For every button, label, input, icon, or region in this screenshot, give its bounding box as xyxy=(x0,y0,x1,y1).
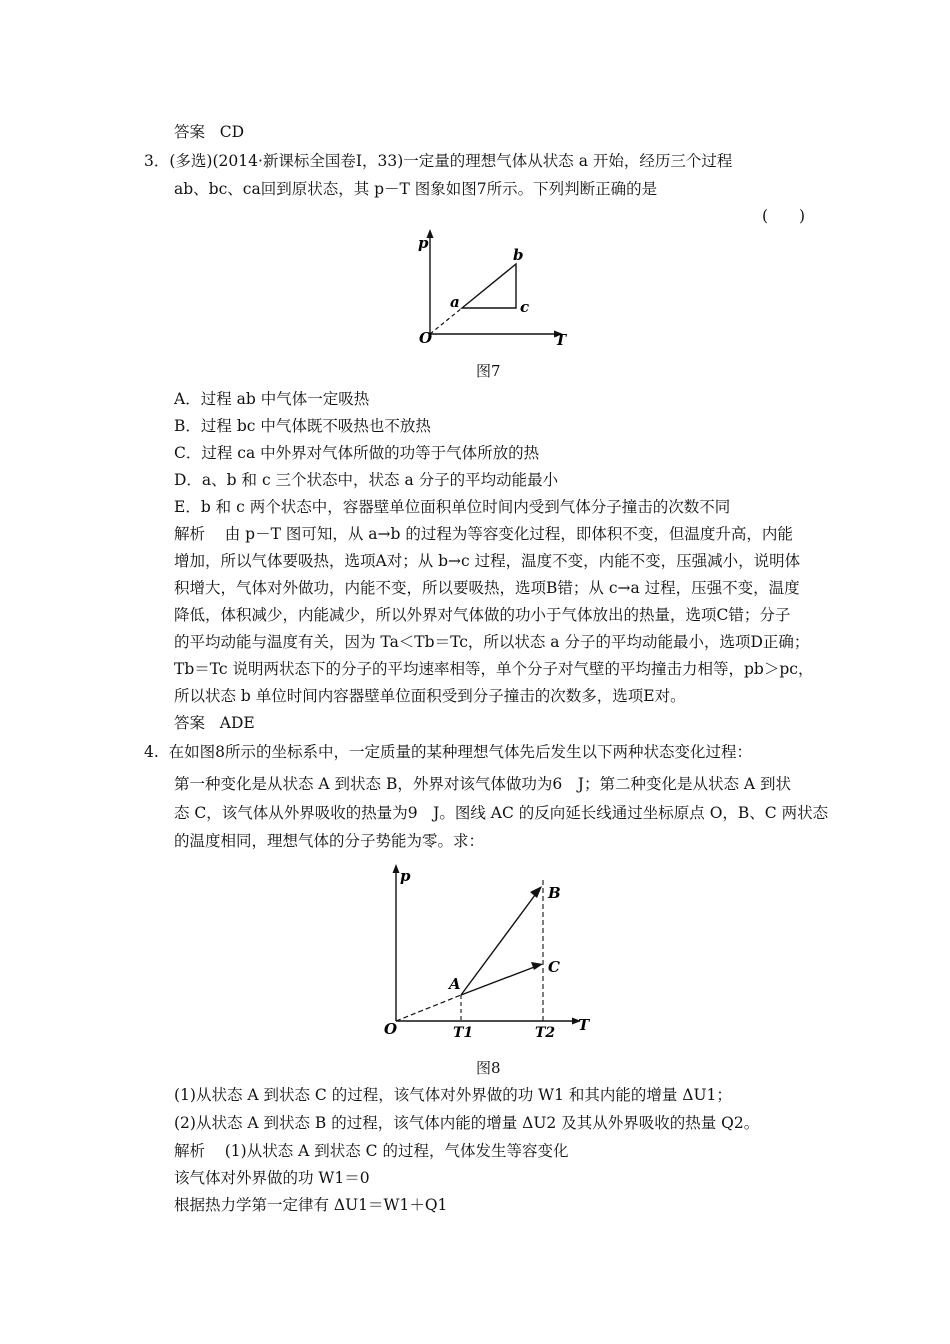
fig8-y-arrow xyxy=(393,864,400,873)
q3-line1 xyxy=(144,150,732,172)
q3-analysis-label: 解析 xyxy=(174,525,206,543)
fig8-label-B: B xyxy=(548,884,561,902)
q3-option-b: B．过程 bc 中气体既不吸热也不放热 xyxy=(174,417,431,435)
q4-analysis-line-3: 根据热力学第一定律有 ΔU1＝W1＋Q1 xyxy=(174,1196,448,1214)
q3-analysis-line-3: 积增大，气体对外做功，内能不变，所以要吸热，选项B错；从 c→a 过程，压强不变，温度 xyxy=(174,579,800,597)
fig7-label-a: a xyxy=(450,293,460,311)
q4-sub-2: (2)从状态 A 到状态 B 的过程，该气体内能的增量 ΔU2 及其从外界吸收的热量 Q2。 xyxy=(174,1114,760,1132)
q3-analysis-line-1: 解析 由 p－T 图可知，从 a→b 的过程为等容变化过程，即体积不变，但温度升高，内能 xyxy=(174,525,793,543)
fig8-arrow-B xyxy=(530,886,542,898)
fig7-triangle-abc xyxy=(462,264,516,308)
q4-line3: 态 C，该气体从外界吸收的热量为9 J。图线 AC 的反向延长线通过坐标原点 O，B、C 两状态 xyxy=(174,804,829,822)
q3-answer xyxy=(174,712,255,734)
fig8-tick-T1: T1 xyxy=(453,1025,474,1041)
figure-7 xyxy=(410,228,570,353)
fig8-dashed-extension xyxy=(396,995,461,1021)
q4-line1: 4. 在如图8所示的坐标系中，一定质量的某种理想气体先后发生以下两种状态变化过程： xyxy=(144,743,753,761)
figure-8 xyxy=(380,858,600,1048)
fig8-label-C: C xyxy=(548,958,560,976)
q3-option-a: A．过程 ab 中气体一定吸热 xyxy=(174,390,370,408)
q4-analysis-line-1: 解析 (1)从状态 A 到状态 C 的过程，气体发生等容变化 xyxy=(174,1142,569,1160)
fig7-label-T: T xyxy=(555,331,567,349)
q4-sub-1: (1)从状态 A 到状态 C 的过程，该气体对外界做的功 W1 和其内能的增量 ΔU1； xyxy=(174,1086,732,1104)
fig8-arrow-C xyxy=(531,962,543,970)
q3-analysis-line-2: 增加，所以气体要吸热，选项A对；从 b→c 过程，温度不变，内能不变，压强减小，说明体 xyxy=(174,552,801,570)
q3-number: 3． xyxy=(144,152,170,170)
fig8-label-A: A xyxy=(449,975,461,993)
q3-analysis-line-6: Tb＝Tc 说明两状态下的分子的平均速率相等，单个分子对气壁的平均撞击力相等，pb＞pc， xyxy=(174,660,814,678)
q3-answer-value: ADE xyxy=(219,714,255,732)
fig7-caption: 图7 xyxy=(476,362,501,380)
fig8-tick-T2: T2 xyxy=(535,1025,556,1041)
fig7-label-p: p xyxy=(418,234,429,252)
prev-answer-value: CD xyxy=(219,123,245,141)
fig8-line-AB xyxy=(461,891,538,995)
q3-option-e: E．b 和 c 两个状态中，容器壁单位面积单位时间内受到气体分子撞击的次数不同 xyxy=(174,498,731,516)
fig8-label-O: O xyxy=(384,1020,398,1038)
fig7-label-c: c xyxy=(520,298,530,316)
fig8-label-p: p xyxy=(400,867,411,885)
fig7-label-O: O xyxy=(419,329,433,347)
fig7-label-b: b xyxy=(513,246,524,264)
fig8-caption: 图8 xyxy=(476,1059,501,1077)
q3-answer-paren: ( ) xyxy=(762,207,806,225)
q3-stem-1: (多选)(2014·新课标全国卷Ⅰ，33)一定量的理想气体从状态 a 开始，经历三个过程 xyxy=(169,152,733,170)
q4-analysis-line-2: 该气体对外界做的功 W1＝0 xyxy=(174,1169,370,1187)
fig7-dashed-extension xyxy=(430,308,462,334)
q3-analysis-line-5: 的平均动能与温度有关，因为 Ta＜Tb＝Tc，所以状态 a 分子的平均动能最小，选项D正确； xyxy=(174,633,810,651)
q4-line2: 第一种变化是从状态 A 到状态 B，外界对该气体做功为6 J；第二种变化是从状态 A 到状 xyxy=(174,775,791,793)
q3-answer-label: 答案 xyxy=(174,714,206,732)
q3-option-d: D．a、b 和 c 三个状态中，状态 a 分子的平均动能最小 xyxy=(174,471,559,489)
q3-option-c: C．过程 ca 中外界对气体所做的功等于气体所放的热 xyxy=(174,444,540,462)
q4-line4: 的温度相同，理想气体的分子势能为零。求： xyxy=(174,832,485,850)
prev-answer-label: 答案 xyxy=(174,123,206,141)
fig8-label-T: T xyxy=(578,1016,590,1034)
prev-answer xyxy=(174,121,244,143)
q3-line2: ab、bc、ca回到原状态，其 p－T 图象如图7所示。下列判断正确的是 xyxy=(174,180,658,198)
q4-number: 4. xyxy=(144,743,159,761)
q4-analysis-label: 解析 xyxy=(174,1142,206,1160)
q3-analysis-line-7: 所以状态 b 单位时间内容器壁单位面积受到分子撞击的次数多，选项E对。 xyxy=(174,687,686,705)
q3-analysis-line-4: 降低，体积减少，内能减少，所以外界对气体做的功小于气体放出的热量，选项C错；分子 xyxy=(174,606,791,624)
